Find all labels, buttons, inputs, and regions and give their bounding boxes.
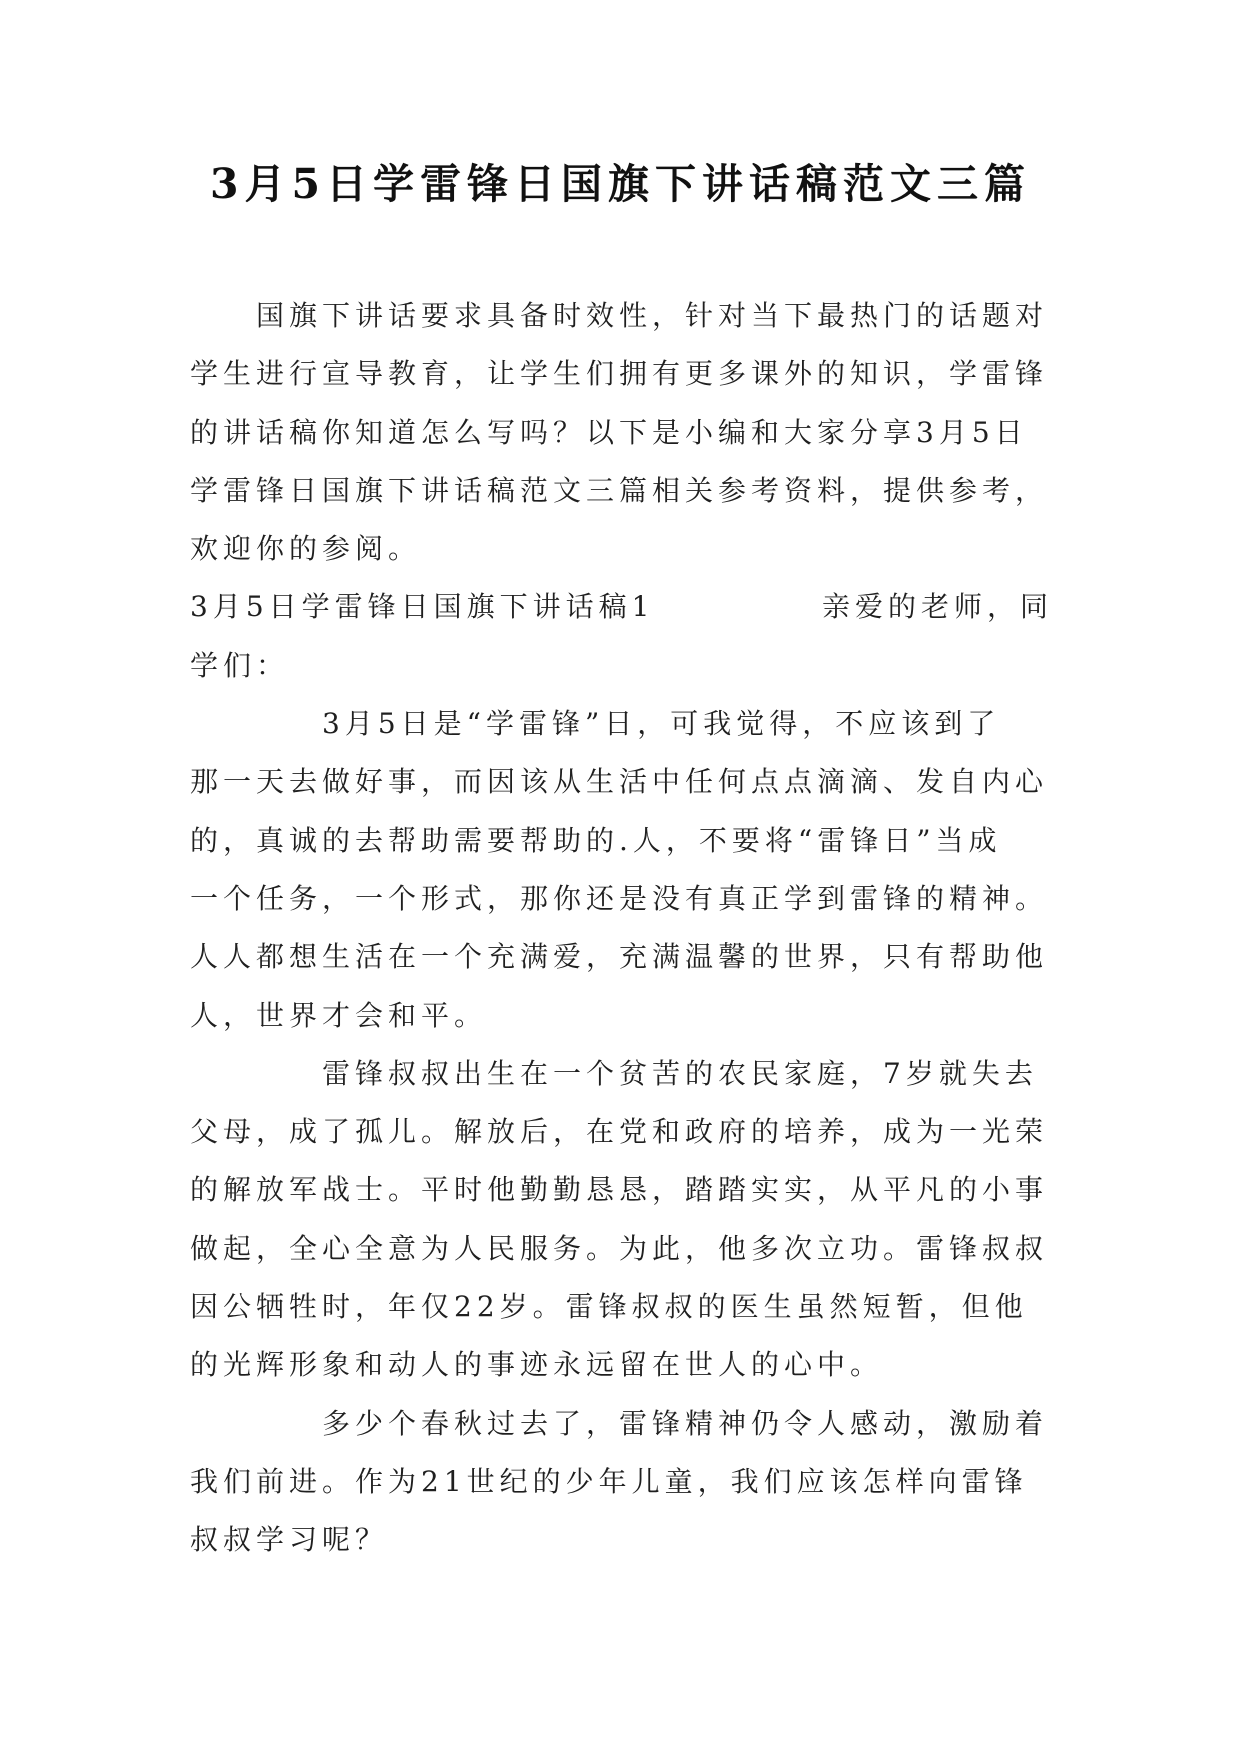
document-title: 3月5日学雷锋日国旗下讲话稿范文三篇 xyxy=(209,160,1032,208)
paragraph-line: 人人都想生活在一个充满爱，充满温馨的世界，只有帮助他 xyxy=(190,940,1049,974)
intro-paragraph xyxy=(190,287,1150,578)
paragraph-line: 的解放军战士。平时他勤勤恳恳，踏踏实实，从平凡的小事 xyxy=(190,1173,1049,1207)
paragraph-line: 因公牺牲时，年仅22岁。雷锋叔叔的医生虽然短暂，但他 xyxy=(190,1290,1028,1324)
salutation-line: 学们： xyxy=(190,648,290,682)
paragraph-line: 人，世界才会和平。 xyxy=(190,998,488,1032)
paragraph-line: 一个任务，一个形式，那你还是没有真正学到雷锋的精神。 xyxy=(190,881,1049,915)
paragraph-line: 那一天去做好事，而因该从生活中任何点点滴滴、发自内心 xyxy=(190,765,1049,799)
body-paragraph xyxy=(190,1395,1150,1570)
paragraph-line: 叔叔学习呢？ xyxy=(190,1523,389,1557)
document-body xyxy=(190,287,1150,1570)
paragraph-line: 我们前进。作为21世纪的少年儿童，我们应该怎样向雷锋 xyxy=(190,1464,1028,1498)
intro-line: 的讲话稿你知道怎么写吗？以下是小编和大家分享3月5日 xyxy=(190,415,1028,449)
body-paragraph xyxy=(190,695,1150,1045)
paragraph-line: 做起，全心全意为人民服务。为此，他多次立功。雷锋叔叔 xyxy=(190,1231,1049,1265)
paragraph-line: 的，真诚的去帮助需要帮助的.人，不要将“雷锋日”当成 xyxy=(190,823,1002,857)
intro-line: 国旗下讲话要求具备时效性，针对当下最热门的话题对 xyxy=(256,299,1049,332)
intro-line: 学生进行宣导教育，让学生们拥有更多课外的知识，学雷锋 xyxy=(190,357,1049,391)
paragraph-line: 3月5日是“学雷锋”日，可我觉得，不应该到了 xyxy=(322,707,1001,741)
speech-heading: 3月5日学雷锋日国旗下讲话稿1 xyxy=(190,590,655,624)
salutation-line: 亲爱的老师，同 xyxy=(822,590,1054,624)
paragraph-line: 多少个春秋过去了，雷锋精神仍令人感动，激励着 xyxy=(322,1406,1049,1440)
body-paragraph xyxy=(190,1045,1150,1395)
paragraph-line: 父母，成了孤儿。解放后，在党和政府的培养，成为一光荣 xyxy=(190,1115,1049,1149)
paragraph-line: 的光辉形象和动人的事迹永远留在世人的心中。 xyxy=(190,1348,884,1382)
intro-line: 欢迎你的参阅。 xyxy=(190,532,422,566)
intro-line: 学雷锋日国旗下讲话稿范文三篇相关参考资料，提供参考， xyxy=(190,473,1049,507)
paragraph-line: 雷锋叔叔出生在一个贫苦的农民家庭，7岁就失去 xyxy=(322,1056,1038,1090)
speech-heading-line xyxy=(190,578,1150,636)
